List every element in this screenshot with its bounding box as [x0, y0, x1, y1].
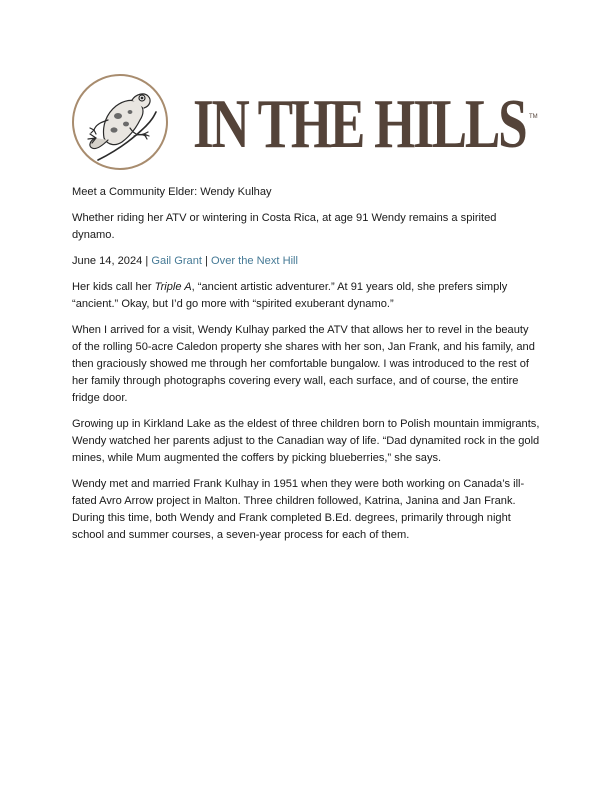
column-link[interactable]: Over the Next Hill	[211, 255, 298, 267]
article-subtitle: Whether riding her ATV or wintering in Costa Rica, at age 91 Wendy remains a spirited dynamo.	[72, 212, 497, 241]
byline	[72, 253, 540, 270]
masthead-wordmark[interactable]: IN THE HILLS	[193, 86, 526, 163]
paragraph: When I arrived for a visit, Wendy Kulhay parked the ATV that allows her to revel in the beauty of the rolling 50-acre Caledon property she shares with her son, Jan Frank, and his family, and then graciously showed me through her comfortable bungalow. I was introduced to the rest of her family through photographs covering every wall, each surface, and of course, the entire fridge door.	[72, 324, 535, 404]
trademark-mark: TM	[529, 114, 538, 120]
article-body	[72, 184, 540, 553]
byline-separator: |	[145, 255, 149, 267]
nickname-italic: Triple A	[154, 281, 192, 293]
paragraph	[72, 279, 540, 313]
article-title: Meet a Community Elder: Wendy Kulhay	[72, 186, 272, 198]
masthead	[72, 74, 542, 174]
paragraph: Wendy met and married Frank Kulhay in 1951 when they were both working on Canada’s ill-fated Avro Arrow project in Malton. Three children followed, Katrina, Janina and Jan Frank. During this time, both Wendy and Frank completed B.Ed. degrees, primarily through night school and summer courses, a seven-year process for each of them.	[72, 478, 525, 541]
byline-separator: |	[205, 255, 208, 267]
frog-logo[interactable]	[72, 74, 168, 170]
frog-icon	[74, 76, 168, 170]
author-link[interactable]: Gail Grant	[151, 255, 202, 267]
paragraph-text: Her kids call her	[72, 281, 155, 293]
paragraph-text: , “ancient artistic adventurer.” At 91 years old, she prefers simply “ancient.” Okay, but I’d go more with “spirited exuberant dynamo.”	[72, 281, 508, 310]
article-date: June 14, 2024	[72, 255, 143, 267]
paragraph: Growing up in Kirkland Lake as the eldest of three children born to Polish mountain immigrants, Wendy watched her parents adjust to the Canadian way of life. “Dad dynamited rock in the gold mines, while Mum augmented the coffers by picking blueberries,” she says.	[72, 418, 540, 464]
